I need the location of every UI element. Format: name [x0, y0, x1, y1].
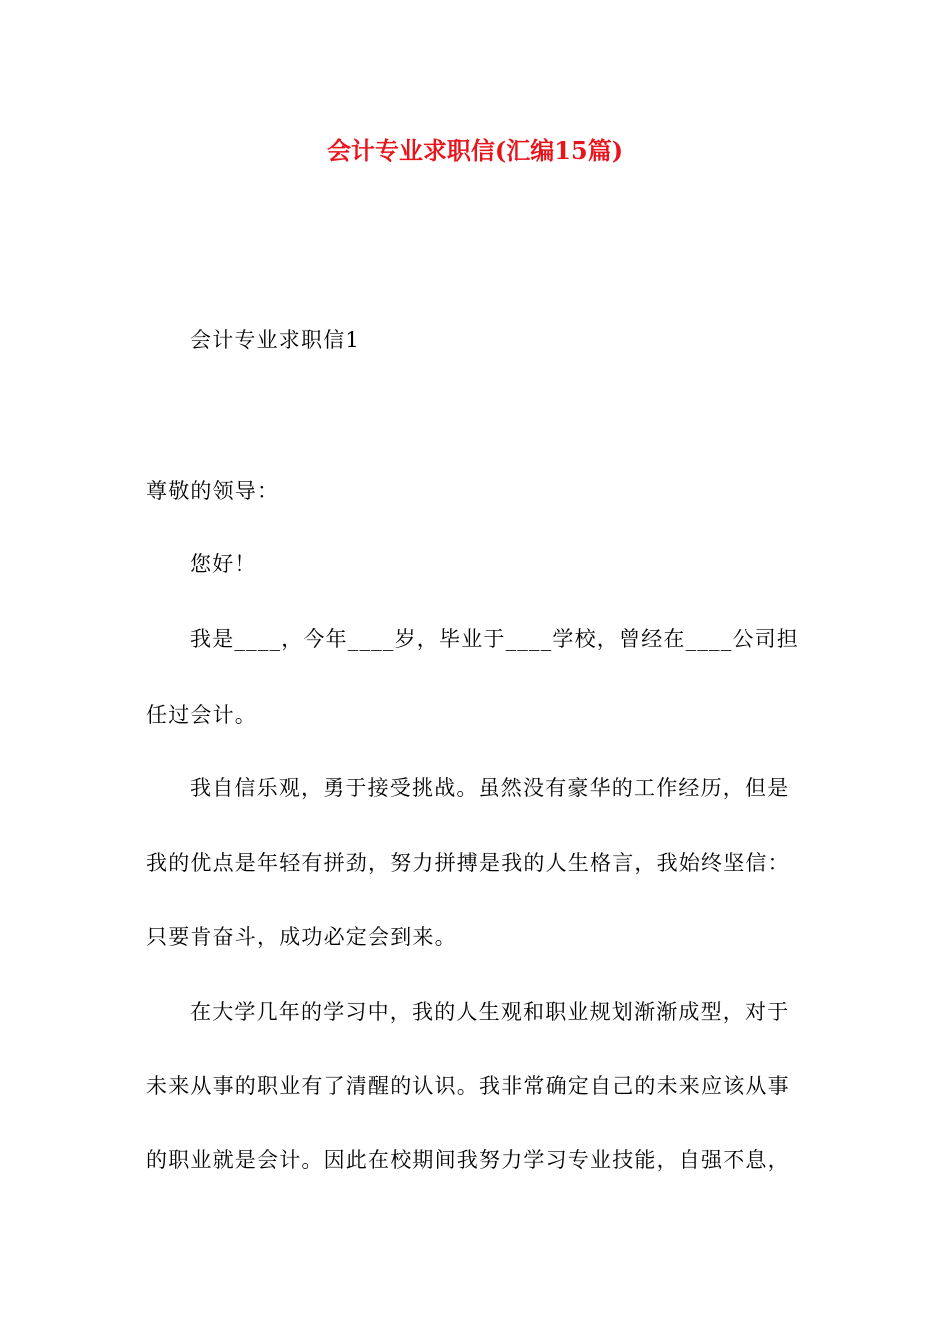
paragraph-line: 我的优点是年轻有拼劲，努力拼搏是我的人生格言，我始终坚信：	[146, 851, 790, 875]
paragraph-line: 的职业就是会计。因此在校期间我努力学习专业技能，自强不息，	[146, 1148, 790, 1172]
paragraph-line: 我是____，今年____岁，毕业于____学校，曾经在____公司担	[190, 627, 799, 651]
greeting: 您好！	[190, 552, 257, 576]
section-heading: 会计专业求职信1	[190, 328, 360, 352]
salutation: 尊敬的领导：	[146, 479, 280, 503]
paragraph-line: 在大学几年的学习中，我的人生观和职业规划渐渐成型，对于	[190, 1000, 790, 1024]
paragraph-line: 未来从事的职业有了清醒的认识。我非常确定自己的未来应该从事	[146, 1074, 790, 1098]
paragraph-line: 我自信乐观，勇于接受挑战。虽然没有豪华的工作经历，但是	[190, 776, 790, 800]
document-title: 会计专业求职信(汇编15篇)	[326, 136, 624, 165]
paragraph-line: 只要肯奋斗，成功必定会到来。	[146, 925, 457, 949]
paragraph-line: 任过会计。	[146, 703, 257, 727]
